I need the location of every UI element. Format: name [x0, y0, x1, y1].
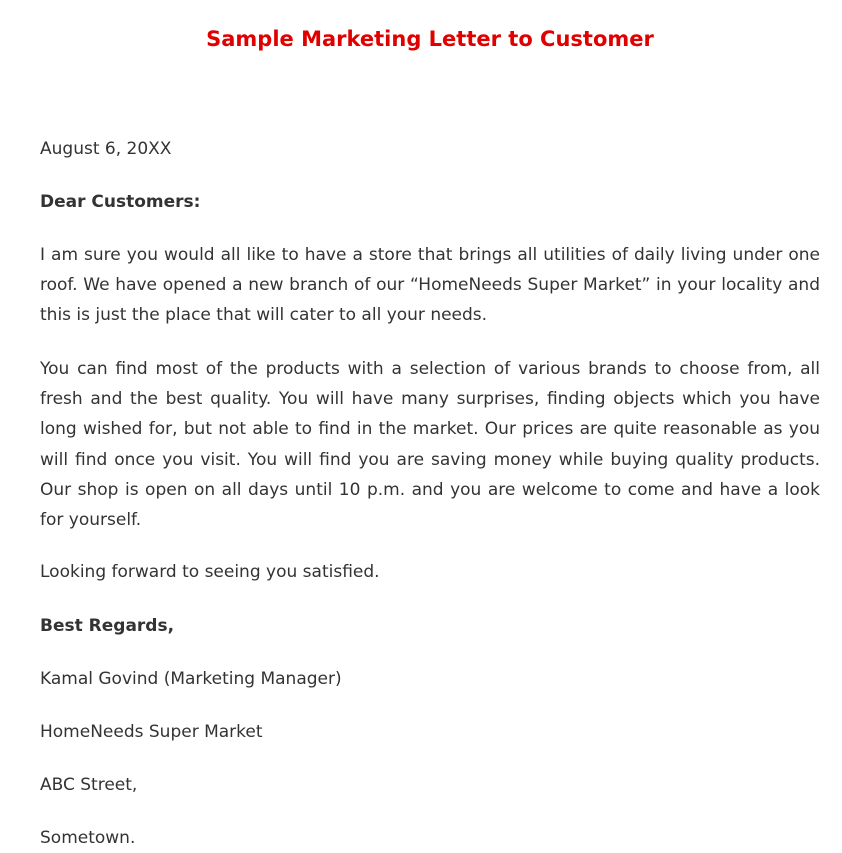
letter-date: August 6, 20XX: [40, 139, 172, 159]
letter-page: [40, 0, 820, 852]
signature-street: ABC Street,: [40, 775, 138, 795]
signature-town: Sometown.: [40, 828, 136, 848]
signature-name: Kamal Govind (Marketing Manager): [40, 669, 342, 689]
body-paragraph-1: I am sure you would all like to have a store that brings all utilities of daily living under one roof. We have opened a new branch of our “HomeNeeds Super Market” in your locality and this is just the place that will cater to all your needs.: [40, 245, 820, 326]
page-title: Sample Marketing Letter to Customer: [206, 27, 654, 51]
signature-company: HomeNeeds Super Market: [40, 722, 263, 742]
salutation: Dear Customers:: [40, 192, 201, 212]
body-paragraph-3: Looking forward to seeing you satisfied.: [40, 562, 380, 582]
closing: Best Regards,: [40, 616, 175, 636]
body-paragraph-2: You can find most of the products with a selection of various brands to choose from, all fresh and the best quality. You will have many surprises, finding objects which you have long wished for, but not able to find in the market. Our prices are quite reasonable as you will find once you visit. You will find you are saving money while buying quality products. Our shop is open on all days until 10 p.m. and you are welcome to come and have a look for yourself.: [40, 359, 820, 531]
